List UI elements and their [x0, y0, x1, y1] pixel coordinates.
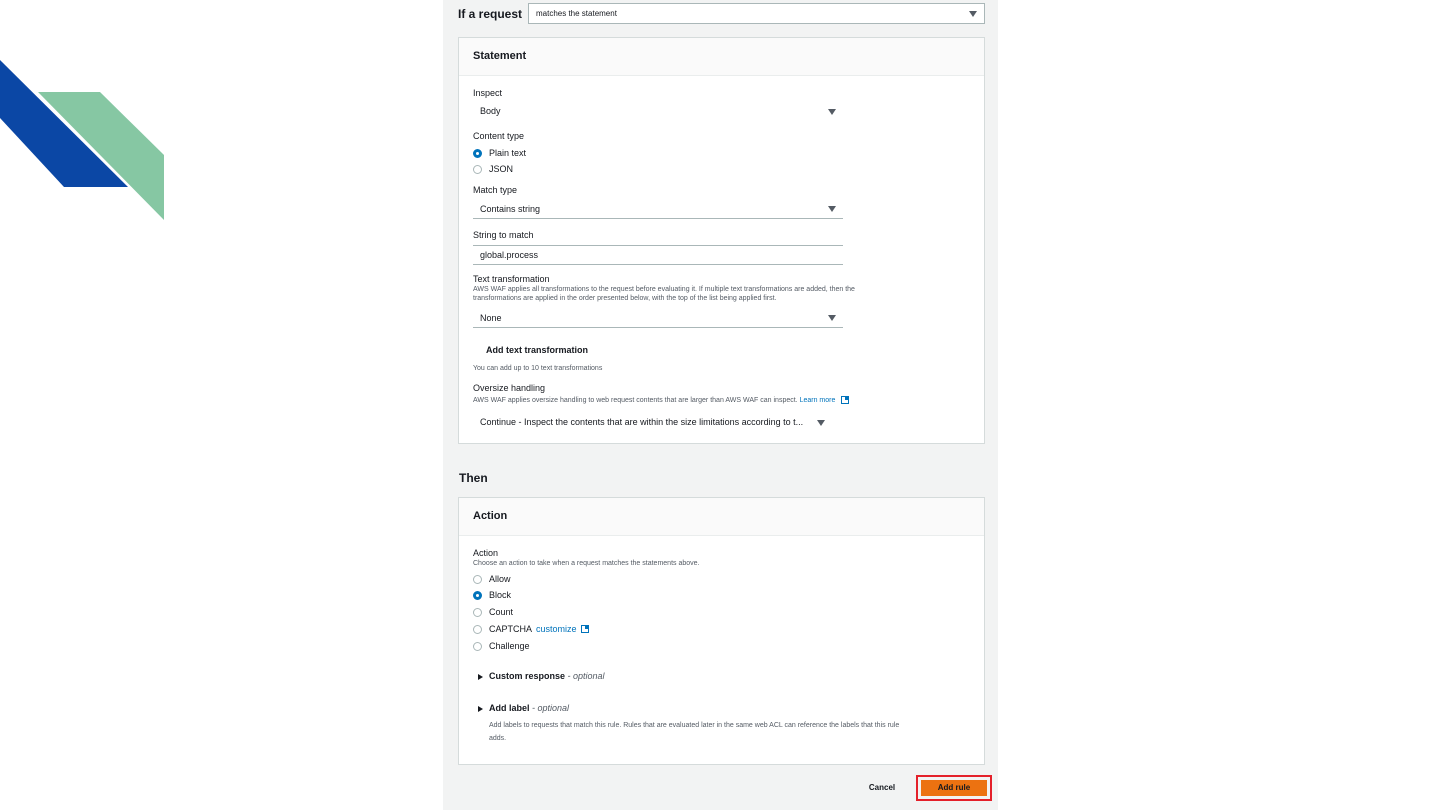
transformation-hint: You can add up to 10 text transformations: [473, 365, 603, 372]
cancel-button[interactable]: Cancel: [868, 783, 896, 792]
oversize-handling-desc: [473, 396, 849, 405]
caret-down-icon: [817, 420, 825, 426]
radio-checked-icon: [473, 149, 482, 158]
action-label: Action: [473, 548, 499, 558]
caret-right-icon: [478, 674, 483, 680]
action-allow[interactable]: [473, 574, 511, 584]
radio-unchecked-icon: [473, 608, 482, 617]
text-transformation-label: Text transformation: [473, 274, 550, 284]
content-type-plain-text[interactable]: [473, 148, 526, 158]
text-transformation-value: None: [480, 313, 502, 323]
optional-tag: - optional: [529, 703, 570, 713]
custom-response-label: Custom response: [489, 671, 566, 681]
oversize-desc-text: AWS WAF applies oversize handling to web request contents that are larger than AWS WAF can inspect.: [473, 397, 798, 404]
if-request-select[interactable]: [528, 3, 985, 24]
add-label-desc-1: Add labels to requests that match this rule. Rules that are evaluated later in the same web ACL can reference the labels that this rule: [489, 722, 900, 729]
add-text-transformation-button[interactable]: Add text transformation: [486, 345, 589, 355]
radio-label: Plain text: [489, 148, 527, 158]
if-request-value: matches the statement: [536, 9, 617, 18]
inspect-select[interactable]: [473, 102, 843, 121]
customize-link[interactable]: customize: [536, 624, 577, 634]
then-label: Then: [459, 471, 488, 485]
text-transformation-desc-2: transformations are applied in the order presented below, with the top of the list being applied first.: [473, 295, 777, 302]
radio-unchecked-icon: [473, 575, 482, 584]
add-rule-button[interactable]: Add rule: [921, 780, 987, 796]
radio-unchecked-icon: [473, 625, 482, 634]
action-challenge[interactable]: [473, 641, 530, 651]
string-to-match-value: global.process: [480, 250, 539, 260]
caret-down-icon: [828, 206, 836, 212]
radio-label: Challenge: [489, 641, 530, 651]
radio-unchecked-icon: [473, 165, 482, 174]
radio-checked-icon: [473, 591, 482, 600]
action-captcha[interactable]: [473, 624, 589, 634]
action-desc: Choose an action to take when a request matches the statements above.: [473, 560, 700, 567]
statement-title: Statement: [459, 38, 984, 76]
add-label-expander[interactable]: [478, 703, 569, 713]
radio-label: Block: [489, 590, 512, 600]
match-type-select[interactable]: [473, 200, 843, 219]
text-transformation-select[interactable]: [473, 309, 843, 328]
action-count[interactable]: [473, 607, 513, 617]
content-type-label: Content type: [473, 131, 525, 141]
external-link-icon: [581, 625, 589, 633]
decorative-shapes: [0, 0, 170, 230]
add-label-label: Add label: [489, 703, 530, 713]
oversize-handling-label: Oversize handling: [473, 383, 546, 393]
oversize-handling-value: Continue - Inspect the contents that are within the size limitations according to t...: [480, 417, 804, 427]
radio-label: JSON: [489, 164, 514, 174]
string-to-match-input[interactable]: [473, 245, 843, 265]
radio-unchecked-icon: [473, 642, 482, 651]
radio-label: CAPTCHA: [489, 624, 533, 634]
caret-down-icon: [828, 109, 836, 115]
caret-down-icon: [969, 11, 977, 17]
content-type-json[interactable]: [473, 164, 513, 174]
inspect-label: Inspect: [473, 88, 503, 98]
add-rule-highlight: [916, 775, 992, 801]
custom-response-expander[interactable]: [478, 671, 605, 681]
radio-label: Count: [489, 607, 514, 617]
string-to-match-label: String to match: [473, 230, 534, 240]
match-type-value: Contains string: [480, 204, 541, 214]
action-title: Action: [459, 498, 984, 536]
if-request-label: If a request: [458, 7, 523, 21]
oversize-handling-select[interactable]: [473, 413, 843, 432]
learn-more-link[interactable]: Learn more: [799, 397, 836, 404]
optional-tag: - optional: [565, 671, 605, 681]
text-transformation-desc-1: AWS WAF applies all transformations to the request before evaluating it. If multiple text transformations are added, then the: [473, 286, 855, 293]
external-link-icon: [841, 396, 849, 404]
if-request-row: [458, 3, 985, 24]
action-block[interactable]: [473, 590, 511, 600]
statement-card: [458, 37, 985, 444]
inspect-value: Body: [480, 106, 501, 116]
action-card: [458, 497, 985, 765]
radio-label: Allow: [489, 574, 511, 584]
caret-down-icon: [828, 315, 836, 321]
match-type-label: Match type: [473, 185, 518, 195]
add-label-desc-2: adds.: [489, 735, 507, 742]
caret-right-icon: [478, 706, 483, 712]
